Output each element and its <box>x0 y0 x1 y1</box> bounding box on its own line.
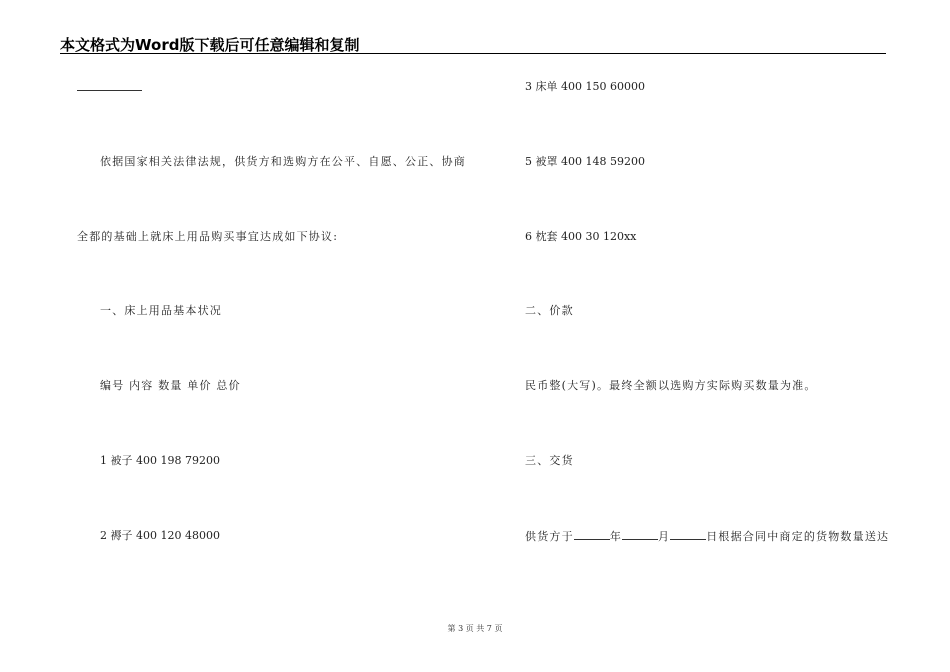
table-header: 编号 内容 数量 单价 总价 <box>100 379 241 392</box>
page-number-footer: 第 3 页 共 7 页 <box>447 624 503 633</box>
table-row: 3 床单 400 150 60000 <box>525 80 645 93</box>
intro-line-2: 全都的基础上就床上用品购买事宜达成如下协议: <box>77 230 339 243</box>
delivery-month-label: 月 <box>658 530 671 543</box>
delivery-clause <box>525 529 889 544</box>
header-divider <box>60 53 886 54</box>
delivery-suffix: 日根据合同中商定的货物数量送达 <box>706 530 890 543</box>
intro-line-1: 依据国家相关法律法规，供货方和选购方在公平、自愿、公正、协商 <box>100 155 466 168</box>
blank-year-field <box>574 529 610 540</box>
blank-fill-line <box>77 90 142 91</box>
delivery-year-label: 年 <box>609 530 623 543</box>
table-row: 1 被子 400 198 79200 <box>100 454 220 467</box>
table-row: 2 褥子 400 120 48000 <box>100 529 220 542</box>
blank-day-field <box>670 529 706 540</box>
blank-month-field <box>622 529 658 540</box>
section-heading-delivery: 三、交货 <box>525 454 574 467</box>
section-heading-price: 二、价款 <box>525 304 574 317</box>
section-heading-basic-status: 一、床上用品基本状况 <box>100 304 222 317</box>
document-header-title: 本文格式为Word版下载后可任意编辑和复制 <box>60 36 360 54</box>
table-row: 6 枕套 400 30 120xx <box>525 230 637 243</box>
delivery-prefix: 供货方于 <box>525 530 574 543</box>
price-note: 民币整(大写)。最终全额以选购方实际购买数量为准。 <box>525 379 817 392</box>
table-row: 5 被罩 400 148 59200 <box>525 155 645 168</box>
